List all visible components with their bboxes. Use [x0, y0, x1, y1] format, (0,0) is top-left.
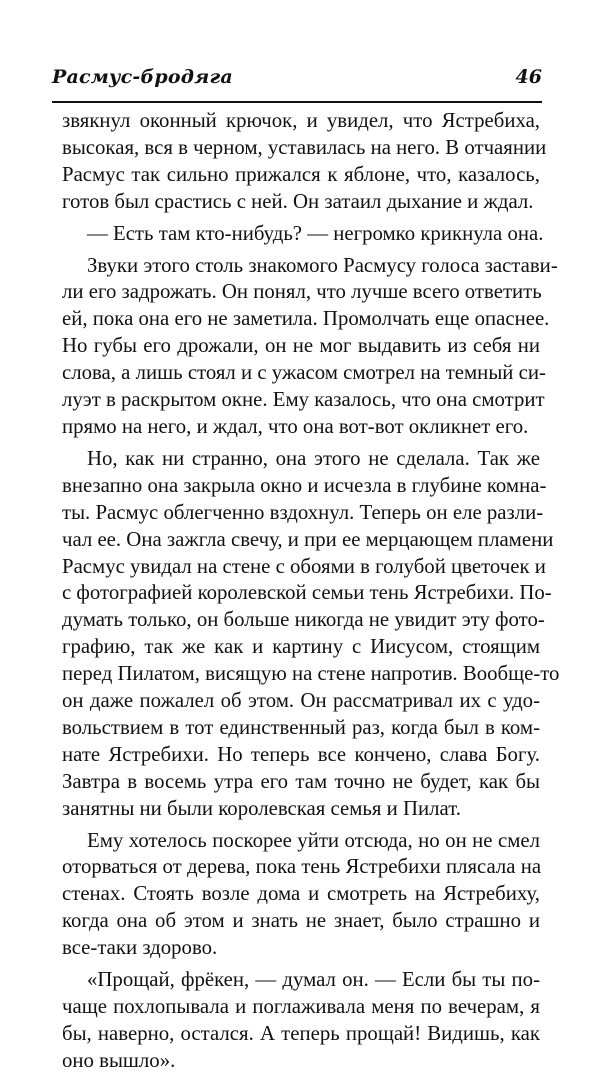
text-line: внезапно она закрыла окно и исчезла в глубине комна- [62, 473, 547, 497]
text-line: оно вышло». [62, 1048, 176, 1072]
header-rule [52, 101, 542, 103]
text-line: ты. Расмус облегченно вздохнул. Теперь он еле разли- [62, 500, 544, 524]
text-line: Расмус увидал на стене с обоями в голубой цветочек и [62, 554, 546, 578]
paragraph [62, 446, 560, 823]
text-line: он даже пожалел об этом. Он рассматривал их с удо- [62, 689, 540, 713]
text-line: чаще похлопывала и поглаживала меня по вечерам, я [62, 995, 540, 1018]
text-line: нате Ястребихи. Но теперь все кончено, слава Богу. [62, 742, 540, 766]
text-line: перед Пилатом, висящую на стене напротив. Вообще-то [62, 662, 560, 686]
text-line: оторваться от дерева, пока тень Ястребихи плясала на [62, 855, 542, 879]
text-line: все-таки здорово. [62, 936, 218, 960]
page-number: 46 [515, 66, 542, 88]
text-line: когда она об этом и знать не знает, было страшно и [62, 909, 540, 933]
text-line: прямо на него, и ждал, что она вот-вот окликнет его. [62, 414, 529, 438]
running-title: Расмус-бродяга [52, 66, 233, 88]
text-line: графию, так же как и картину с Иисусом, стоящим [62, 635, 540, 659]
page-header [52, 66, 542, 100]
text-line: чал ее. Она зажгла свечу, и при ее мерцающем пламени [62, 527, 554, 551]
text-line: высокая, вся в черном, уставилась на него. В отчаянии [62, 135, 547, 159]
paragraph [62, 221, 544, 248]
text-line: Расмус так сильно прижался к яблоне, что, казалось, [62, 162, 540, 186]
text-line: звякнул оконный крючок, и увидел, что Ястребиха, [62, 109, 540, 132]
paragraph [62, 108, 547, 216]
text-line: ли его задрожать. Он понял, что лучше всего ответить [62, 280, 542, 304]
text-line: готов был срастись с ней. Он затаил дыхание и ждал. [62, 189, 534, 213]
text-line: вольствием в тот единственный раз, когда был в ком- [62, 715, 540, 739]
body-text [62, 108, 560, 1080]
text-line: бы, наверно, остался. А теперь прощай! Видишь, как [62, 1021, 540, 1045]
paragraph [62, 253, 558, 441]
text-line: — Есть там кто-нибудь? — негромко крикнула она. [87, 221, 544, 245]
paragraph [62, 828, 540, 963]
text-line: Завтра в восемь утра его там точно не будет, как бы [62, 769, 540, 793]
paragraph [62, 967, 540, 1075]
text-line: луэт в раскрытом окне. Ему казалось, что она смотрит [62, 388, 545, 412]
text-line: думать только, он больше никогда не увидит эту фото- [62, 608, 545, 632]
text-line: ей, пока она его не заметила. Промолчать еще опаснее. [62, 307, 550, 331]
text-line: слова, а лишь стоял и с ужасом смотрел на темный си- [62, 361, 546, 385]
text-line: с фотографией королевской семьи тень Ястребихи. По- [62, 581, 552, 605]
text-line: «Прощай, фрёкен, — думал он. — Если бы ты по- [87, 968, 540, 992]
text-line: Ему хотелось поскорее уйти отсюда, но он не смел [87, 828, 540, 852]
text-line: стенах. Стоять возле дома и смотреть на Ястребиху, [62, 882, 540, 906]
text-line: Но, как ни странно, она этого не сделала. Так же [87, 446, 540, 470]
text-line: занятны ни были королевская семья и Пилат. [62, 796, 461, 820]
text-line: Но губы его дрожали, он не мог выдавить из себя ни [62, 334, 540, 358]
text-line: Звуки этого столь знакомого Расмусу голоса застави- [87, 253, 558, 277]
